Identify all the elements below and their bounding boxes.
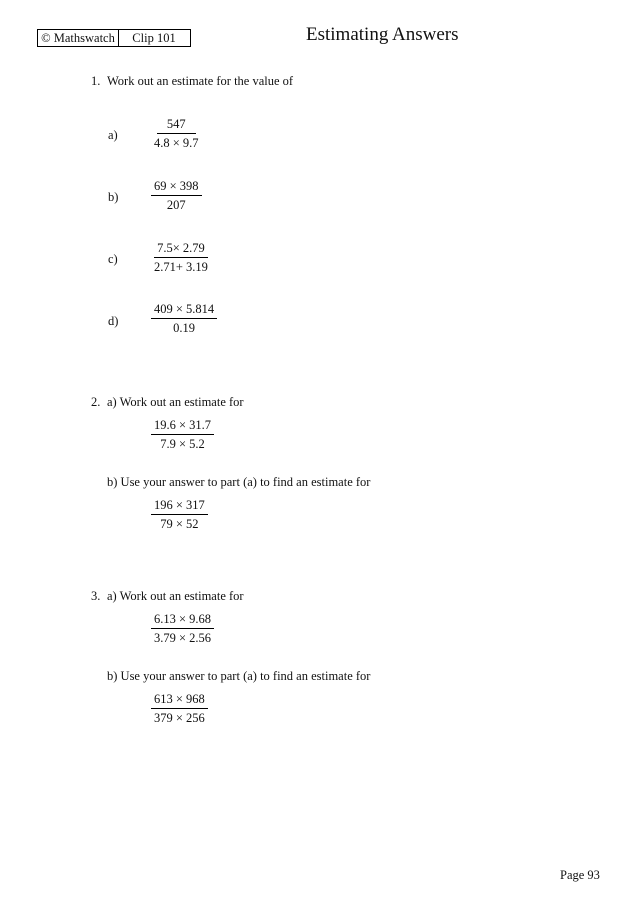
q1d-label: d) bbox=[108, 314, 119, 328]
q1d-numerator: 409 × 5.814 bbox=[151, 302, 217, 319]
q1d-fraction bbox=[151, 302, 217, 336]
q2a-fraction bbox=[151, 418, 214, 452]
q1b-denominator: 207 bbox=[166, 198, 186, 212]
q3b-prompt: b) Use your answer to part (a) to find an estimate for bbox=[107, 669, 371, 683]
q2a-prompt: a) Work out an estimate for bbox=[107, 395, 244, 409]
q2-number: 2. bbox=[91, 395, 101, 409]
q1b-numerator: 69 × 398 bbox=[151, 179, 202, 196]
q2a-numerator: 19.6 × 31.7 bbox=[151, 418, 214, 435]
q2b-fraction bbox=[151, 498, 208, 532]
q1a-label: a) bbox=[108, 128, 118, 142]
q3b-fraction bbox=[151, 692, 208, 726]
copyright-box bbox=[37, 29, 119, 47]
q2b-prompt: b) Use your answer to part (a) to find an estimate for bbox=[107, 475, 371, 489]
page-title: Estimating Answers bbox=[306, 24, 459, 45]
q3a-numerator: 6.13 × 9.68 bbox=[151, 612, 214, 629]
q1-number: 1. bbox=[91, 74, 101, 88]
q1b-label: b) bbox=[108, 190, 119, 204]
q1a-numerator: 547 bbox=[157, 117, 196, 134]
q1a-denominator: 4.8 × 9.7 bbox=[154, 136, 199, 150]
copyright-label: © Mathswatch bbox=[41, 31, 115, 45]
q1a-fraction bbox=[151, 117, 202, 151]
q3a-fraction bbox=[151, 612, 214, 646]
q1c-fraction bbox=[151, 241, 211, 275]
q1c-label: c) bbox=[108, 252, 118, 266]
q2b-numerator: 196 × 317 bbox=[151, 498, 208, 515]
clip-label: Clip 101 bbox=[132, 31, 176, 45]
q1-prompt: Work out an estimate for the value of bbox=[107, 74, 294, 88]
q2a-denominator: 7.9 × 5.2 bbox=[160, 437, 205, 451]
q3b-denominator: 379 × 256 bbox=[154, 711, 205, 725]
q1d-denominator: 0.19 bbox=[173, 321, 196, 335]
page-number: Page 93 bbox=[560, 868, 600, 882]
q1b-fraction bbox=[151, 179, 202, 213]
q3b-numerator: 613 × 968 bbox=[151, 692, 208, 709]
q3a-denominator: 3.79 × 2.56 bbox=[154, 631, 212, 645]
clip-box bbox=[118, 29, 191, 47]
q3a-prompt: a) Work out an estimate for bbox=[107, 589, 244, 603]
q2b-denominator: 79 × 52 bbox=[160, 517, 199, 531]
q1c-denominator: 2.71+ 3.19 bbox=[154, 260, 208, 274]
q1c-numerator: 7.5× 2.79 bbox=[154, 241, 208, 258]
q3-number: 3. bbox=[91, 589, 101, 603]
